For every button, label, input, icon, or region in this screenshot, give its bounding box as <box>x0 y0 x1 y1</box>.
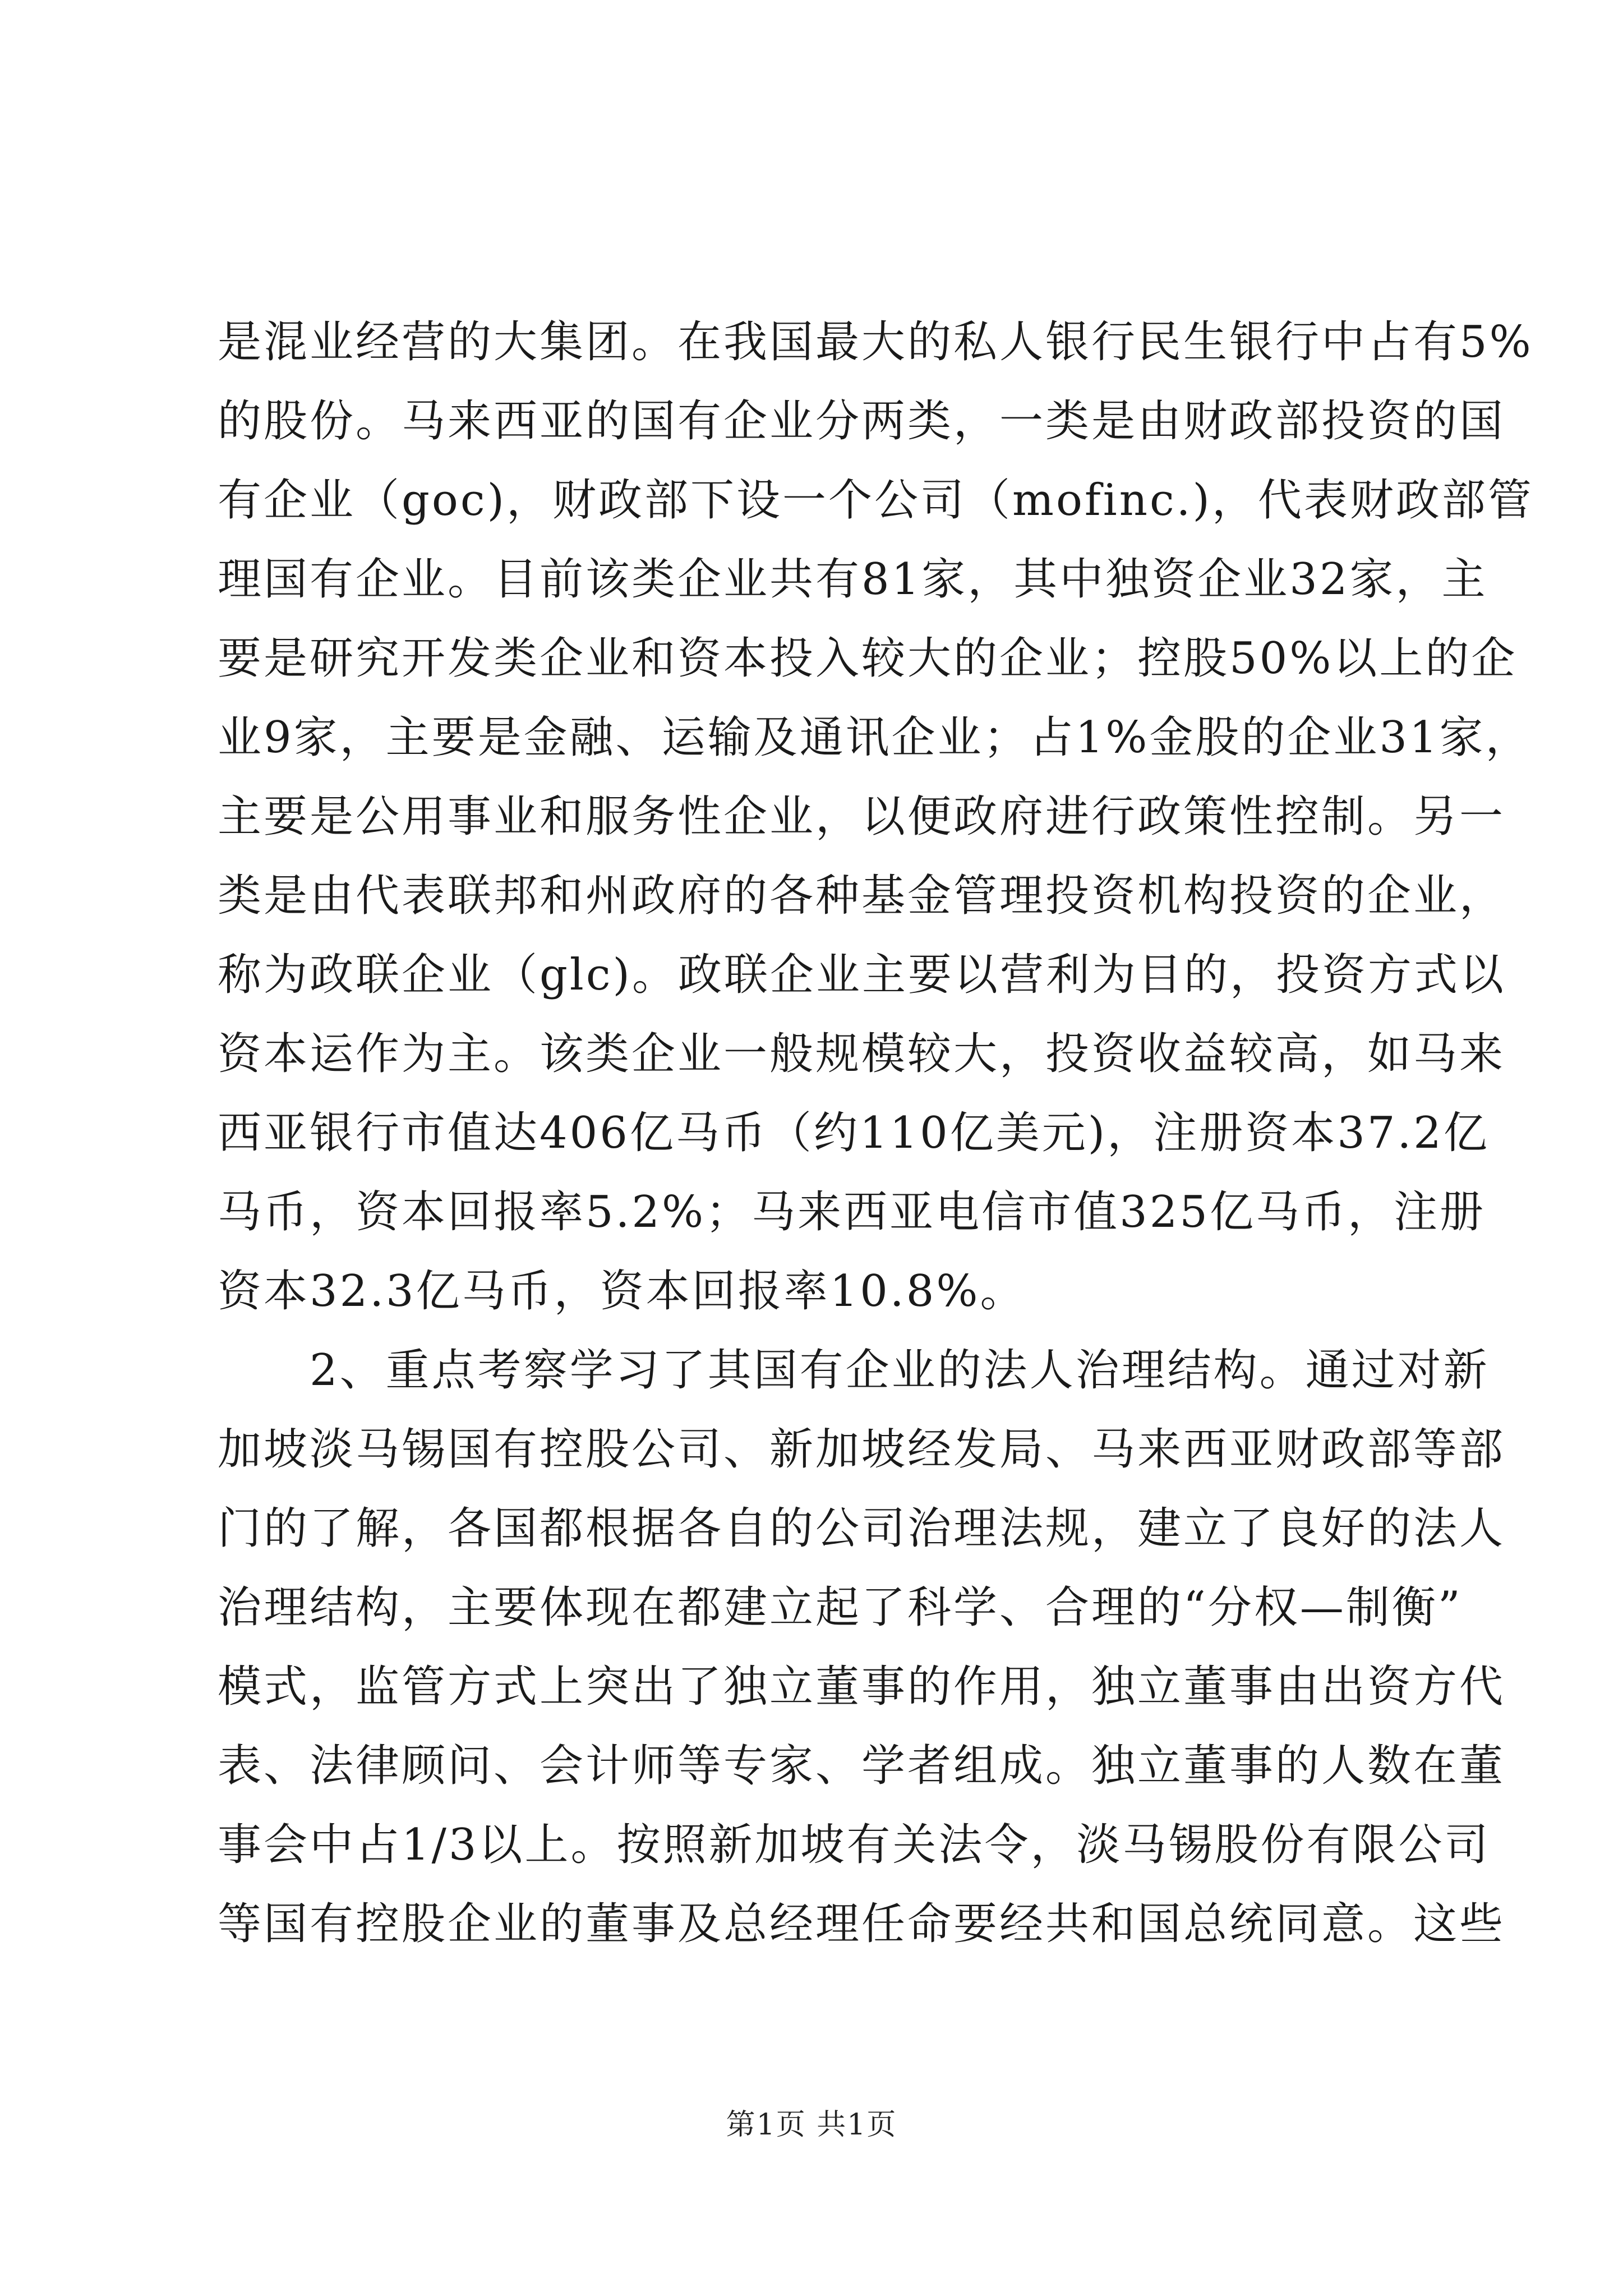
text-line: 门的了解，各国都根据各自的公司治理法规，建立了良好的法人 <box>218 1503 1506 1554</box>
text-line: 理国有企业。目前该类企业共有81家，其中独资企业32家，主 <box>218 554 1488 605</box>
text-line: 业9家，主要是金融、运输及通讯企业；占1%金股的企业31家， <box>218 712 1532 763</box>
text-line: 加坡淡马锡国有控股公司、新加坡经发局、马来西亚财政部等部 <box>218 1424 1506 1475</box>
text-line: 2、重点考察学习了其国有企业的法人治理结构。通过对新 <box>218 1345 1490 1396</box>
paragraph-2 <box>218 1331 1506 1964</box>
text-line: 的股份。马来西亚的国有企业分两类，一类是由财政部投资的国 <box>218 396 1506 447</box>
text-line: 类是由代表联邦和州政府的各种基金管理投资机构投资的企业， <box>218 871 1506 921</box>
text-line: 治理结构，主要体现在都建立起了科学、合理的“分权—制衡” <box>218 1582 1463 1633</box>
text-line: 资本运作为主。该类企业一般规模较大，投资收益较高，如马来 <box>218 1029 1506 1079</box>
text-line: 马币，资本回报率5.2%；马来西亚电信市值325亿马币，注册 <box>218 1187 1486 1237</box>
text-line: 要是研究开发类企业和资本投入较大的企业；控股50%以上的企 <box>218 633 1518 684</box>
text-line: 表、法律顾问、会计师等专家、学者组成。独立董事的人数在董 <box>218 1741 1506 1791</box>
text-line: 有企业（goc)，财政部下设一个公司（mofinc.)，代表财政部管 <box>218 475 1534 526</box>
text-line: 事会中占1/3以上。按照新加坡有关法令，淡马锡股份有限公司 <box>218 1820 1491 1870</box>
text-line: 是混业经营的大集团。在我国最大的私人银行民生银行中占有5% <box>218 317 1533 367</box>
paragraph-1 <box>218 303 1534 1331</box>
text-line: 称为政联企业（glc)。政联企业主要以营利为目的，投资方式以 <box>218 950 1506 1000</box>
body-text <box>218 303 1534 1964</box>
page-footer: 第1页 共1页 <box>726 2108 897 2142</box>
text-line: 资本32.3亿马币，资本回报率10.8%。 <box>218 1266 1026 1317</box>
text-line: 模式，监管方式上突出了独立董事的作用，独立董事由出资方代 <box>218 1662 1506 1712</box>
text-line: 西亚银行市值达406亿马币（约110亿美元)，注册资本37.2亿 <box>218 1108 1490 1158</box>
text-line: 主要是公用事业和服务性企业，以便政府进行政策性控制。另一 <box>218 792 1506 842</box>
text-line: 等国有控股企业的董事及总经理任命要经共和国总统同意。这些 <box>218 1899 1506 1949</box>
